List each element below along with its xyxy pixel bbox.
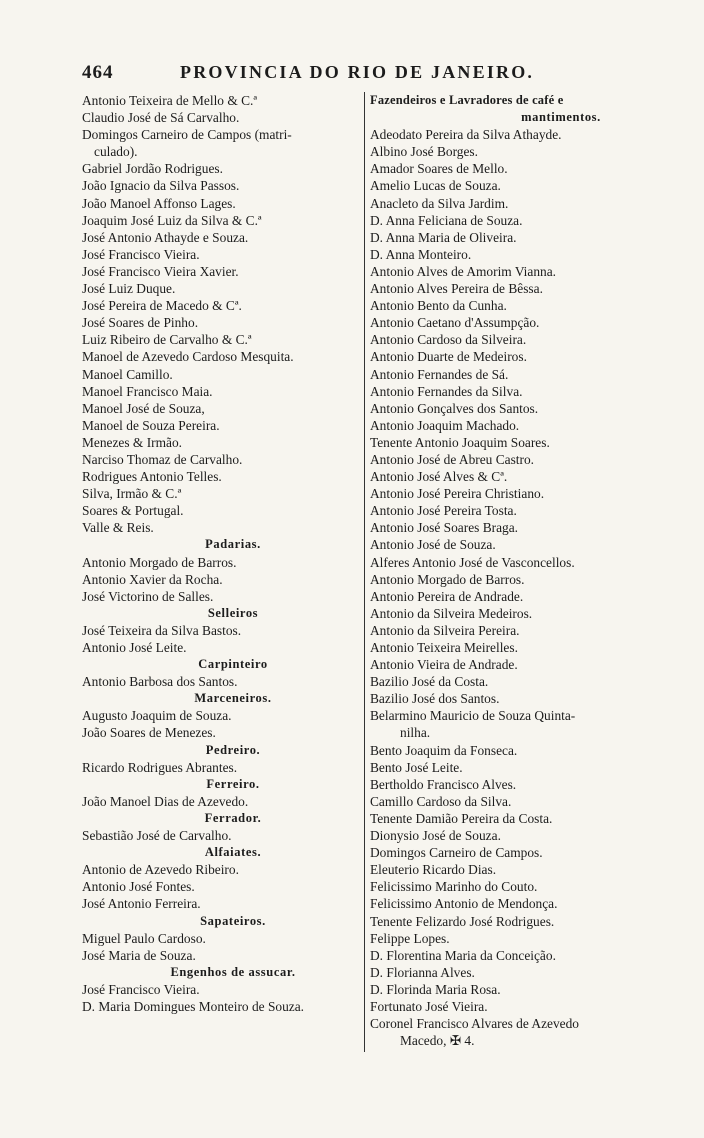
running-head: PROVINCIA DO RIO DE JANEIRO. <box>180 62 535 82</box>
directory-entry: José Victorino de Salles. <box>82 588 214 604</box>
directory-entry: Antonio José Fontes. <box>82 879 195 895</box>
directory-entry: João Manoel Affonso Lages. <box>82 195 236 211</box>
directory-entry: Antonio Morgado de Barros. <box>370 571 525 587</box>
directory-entry: Antonio Duarte de Medeiros. <box>370 349 527 365</box>
directory-entry: José Teixeira da Silva Bastos. <box>82 622 242 638</box>
directory-entry: Alferes Antonio José de Vasconcellos. <box>370 554 575 570</box>
directory-entry: José Francisco Vieira Xavier. <box>82 263 239 279</box>
directory-entry: Antonio Pereira de Andrade. <box>370 588 524 604</box>
page-number: 464 <box>82 62 114 83</box>
directory-entry: Felicissimo Antonio de Mendonça. <box>370 896 558 912</box>
section-heading: Fazendeiros e Lavradores de café e <box>370 93 564 107</box>
directory-entry: Antonio José de Abreu Castro. <box>370 451 535 467</box>
directory-entry: Antonio Fernandes da Silva. <box>370 383 523 399</box>
directory-entry: Bazilio José da Costa. <box>370 674 489 690</box>
entry-continuation: Macedo, ✠ 4. <box>400 1033 475 1049</box>
directory-entry: João Soares de Menezes. <box>82 725 216 741</box>
entry-continuation: nilha. <box>400 725 431 741</box>
directory-entry: Antonio de Azevedo Ribeiro. <box>82 862 239 878</box>
directory-entry: Domingos Carneiro de Campos (matri- <box>82 127 292 143</box>
directory-entry: Antonio Barbosa dos Santos. <box>82 674 238 690</box>
directory-entry: Antonio José Pereira Christiano. <box>370 486 545 502</box>
directory-entry: Augusto Joaquim de Souza. <box>82 708 232 724</box>
directory-entry: Antonio José Leite. <box>82 640 187 655</box>
page-header <box>82 62 662 86</box>
section-heading: Selleiros <box>207 605 259 620</box>
directory-entry: Antonio Fernandes de Sá. <box>370 366 509 382</box>
directory-entry: José Maria de Souza. <box>82 947 196 963</box>
directory-entry: Antonio Morgado de Barros. <box>82 554 237 570</box>
directory-entry: Camillo Cardoso da Silva. <box>370 793 512 809</box>
directory-entry: Antonio Cardoso da Silveira. <box>370 332 527 348</box>
directory-entry: Antonio José Soares Braga. <box>370 520 519 536</box>
directory-entry: D. Anna Maria de Oliveira. <box>370 229 517 245</box>
section-heading: Padarias. <box>205 537 261 552</box>
directory-entry: Bento José Leite. <box>370 759 463 775</box>
directory-entry: Soares & Portugal. <box>82 503 184 519</box>
directory-entry: D. Florinda Maria Rosa. <box>370 981 501 997</box>
section-heading: Ferreiro. <box>206 776 260 791</box>
section-heading: Pedreiro. <box>205 742 261 757</box>
directory-entry: Antonio Teixeira Meirelles. <box>370 640 518 655</box>
directory-entry: Antonio Joaquim Machado. <box>370 417 520 433</box>
directory-entry: Antonio Caetano d'Assumpção. <box>370 315 540 331</box>
section-heading: Ferrador. <box>204 810 262 825</box>
directory-entry: Albino José Borges. <box>370 144 478 160</box>
directory-entry: Belarmino Mauricio de Souza Quinta- <box>370 708 576 724</box>
directory-entry: Fortunato José Vieira. <box>370 998 488 1014</box>
directory-entry: Manoel de Souza Pereira. <box>82 417 220 433</box>
directory-entry: Luiz Ribeiro de Carvalho & C.ª <box>82 332 252 348</box>
directory-entry: João Manoel Dias de Azevedo. <box>82 793 249 809</box>
directory-entry: Manoel Camillo. <box>82 366 173 382</box>
directory-entry: Antonio Teixeira de Mello & C.ª <box>82 93 258 108</box>
entry-continuation: culado). <box>94 144 138 160</box>
directory-entry: Coronel Francisco Alvares de Azevedo <box>370 1016 579 1032</box>
directory-entry: Antonio Alves de Amorim Vianna. <box>370 263 557 279</box>
directory-entry: Silva, Irmão & C.ª <box>82 486 182 502</box>
directory-entry: D. Anna Feliciana de Souza. <box>370 212 523 228</box>
directory-entry: Antonio Bento da Cunha. <box>370 298 507 314</box>
directory-entry: Antonio da Silveira Medeiros. <box>370 605 533 621</box>
directory-entry: D. Maria Domingues Monteiro de Souza. <box>82 998 305 1014</box>
directory-entry: Eleuterio Ricardo Dias. <box>370 862 497 878</box>
directory-entry: Narciso Thomaz de Carvalho. <box>82 451 243 467</box>
directory-entry: José Francisco Vieira. <box>82 246 200 262</box>
directory-entry: Bento Joaquim da Fonseca. <box>370 742 518 758</box>
right-column <box>370 92 682 1049</box>
directory-entry: Amador Soares de Mello. <box>370 161 508 177</box>
directory-entry: Felicissimo Marinho do Couto. <box>370 879 538 895</box>
column-divider <box>364 92 365 1052</box>
directory-entry: Antonio Alves Pereira de Bêssa. <box>370 281 543 297</box>
section-heading-continuation: mantimentos. <box>521 110 601 125</box>
directory-entry: Bertholdo Francisco Alves. <box>370 776 517 792</box>
directory-entry: José Antonio Ferreira. <box>82 896 201 912</box>
directory-entry: José Luiz Duque. <box>82 281 176 297</box>
directory-entry: José Antonio Athayde e Souza. <box>82 229 249 245</box>
directory-entry: José Soares de Pinho. <box>82 315 199 331</box>
directory-entry: José Pereira de Macedo & Cª. <box>82 298 242 314</box>
directory-entry: Ricardo Rodrigues Abrantes. <box>82 759 238 775</box>
directory-entry: Antonio José Pereira Tosta. <box>370 503 517 519</box>
directory-entry: D. Anna Monteiro. <box>370 246 472 262</box>
directory-entry: Antonio Vieira de Andrade. <box>370 657 518 673</box>
directory-entry: D. Florianna Alves. <box>370 964 475 980</box>
directory-entry: José Francisco Vieira. <box>82 981 200 997</box>
directory-entry: Domingos Carneiro de Campos. <box>370 845 543 861</box>
section-heading: Engenhos de assucar. <box>170 964 296 979</box>
directory-entry: Antonio Xavier da Rocha. <box>82 571 223 587</box>
directory-entry: Antonio José Alves & Cª. <box>370 469 508 485</box>
section-heading: Carpinteiro <box>198 657 268 672</box>
directory-entry: Valle & Reis. <box>82 520 154 536</box>
directory-entry: Tenente Antonio Joaquim Soares. <box>370 434 550 450</box>
directory-entry: Sebastião José de Carvalho. <box>82 828 232 844</box>
directory-entry: Felippe Lopes. <box>370 930 450 946</box>
directory-entry: Miguel Paulo Cardoso. <box>82 930 206 946</box>
directory-entry: Antonio da Silveira Pereira. <box>370 622 520 638</box>
directory-entry: Tenente Damião Pereira da Costa. <box>370 810 553 826</box>
directory-entry: Bazilio José dos Santos. <box>370 691 500 707</box>
section-heading: Marceneiros. <box>194 691 272 706</box>
directory-entry: Anacleto da Silva Jardim. <box>370 195 509 211</box>
directory-entry: Antonio Gonçalves dos Santos. <box>370 400 539 416</box>
section-heading: Sapateiros. <box>200 913 266 928</box>
directory-entry: Antonio José de Souza. <box>370 537 496 553</box>
directory-entry: Manoel José de Souza, <box>82 400 205 416</box>
section-heading: Alfaiates. <box>204 845 262 860</box>
directory-entry: D. Florentina Maria da Conceição. <box>370 947 556 963</box>
directory-entry: Adeodato Pereira da Silva Athayde. <box>370 127 562 143</box>
directory-entry: João Ignacio da Silva Passos. <box>82 178 240 194</box>
left-column <box>82 92 364 1015</box>
directory-entry: Dionysio José de Souza. <box>370 828 501 844</box>
directory-entry: Claudio José de Sá Carvalho. <box>82 110 240 126</box>
directory-entry: Manoel Francisco Maia. <box>82 383 213 399</box>
directory-entry: Rodrigues Antonio Telles. <box>82 469 222 485</box>
directory-entry: Menezes & Irmão. <box>82 434 183 450</box>
directory-entry: Tenente Felizardo José Rodrigues. <box>370 913 555 929</box>
directory-entry: Amelio Lucas de Souza. <box>370 178 501 194</box>
directory-entry: Gabriel Jordão Rodrigues. <box>82 161 223 177</box>
directory-entry: Joaquim José Luiz da Silva & C.ª <box>82 212 262 228</box>
directory-entry: Manoel de Azevedo Cardoso Mesquita. <box>82 349 294 365</box>
